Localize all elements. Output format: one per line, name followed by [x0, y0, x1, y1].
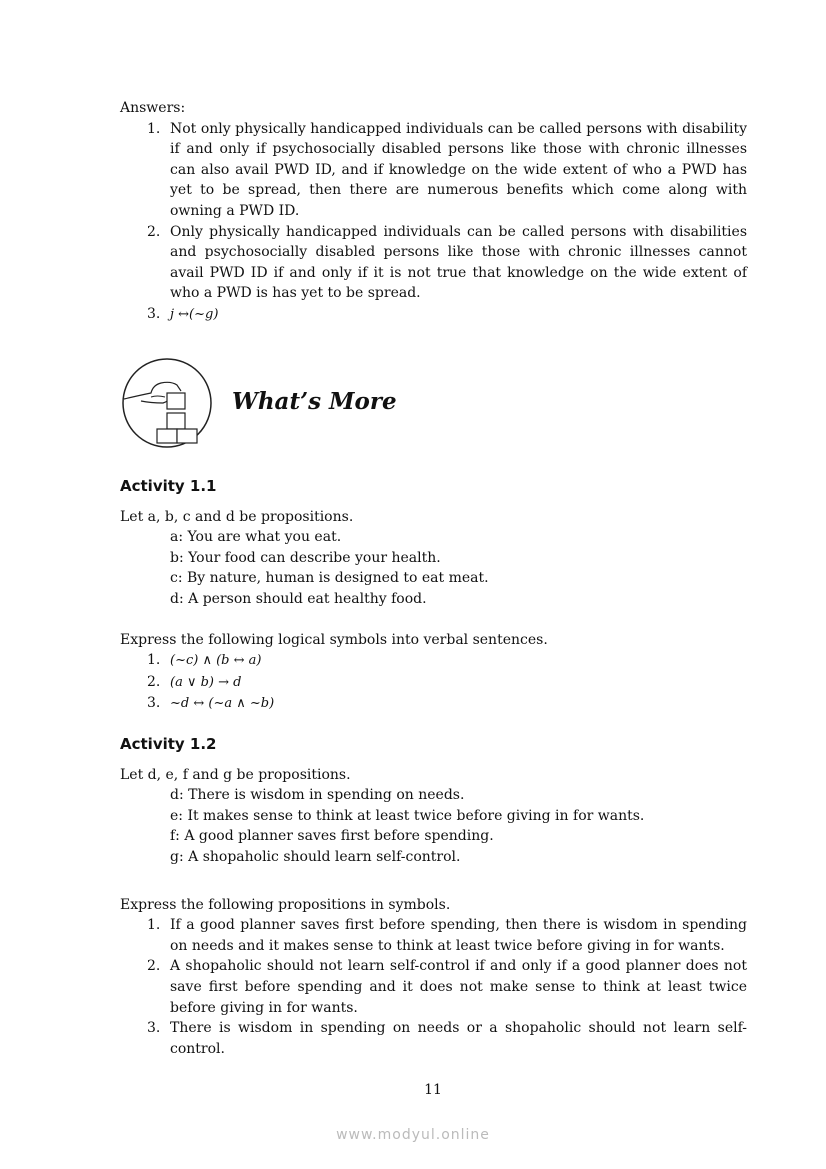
answers-heading: Answers:: [120, 100, 186, 116]
proposition: d: A person should eat healthy food.: [170, 590, 427, 607]
exercise-text: (a ∨ b) → d: [170, 674, 242, 690]
page-number: 11: [424, 1082, 442, 1098]
answer-text: j ↔(~g): [170, 306, 219, 322]
proposition: b: Your food can describe your health.: [170, 549, 441, 566]
proposition: c: By nature, human is designed to eat meat.: [170, 570, 489, 587]
watermark: www.modyul.online: [336, 1127, 490, 1143]
exercise-text: If a good planner saves first before spending, then there is wisdom in spending on needs and it makes sense to think at least twice before giving in for wants.: [170, 917, 747, 954]
exercise-item: 1. (~c) ∧ (b ↔ a): [147, 652, 262, 669]
answer-item: 3. j ↔(~g): [147, 305, 219, 322]
answer-text: Only physically handicapped individuals can be called persons with disabilities and psychosocially disabled persons like those with chronic illnesses cannot avail PWD ID if and only if it is not true that knowledge on the wide extent of who a PWD is has yet to be spread.: [170, 223, 747, 302]
proposition: d: There is wisdom in spending on needs.: [170, 787, 465, 804]
exercise-text: ~d ↔ (~a ∧ ~b): [170, 696, 275, 712]
activity-heading: Activity 1.2: [120, 735, 217, 753]
exercise-item: 1. If a good planner saves first before spending, then there is wisdom in spending on needs and it makes sense to think at least twice before giving in for wants.: [147, 917, 747, 954]
activity-instruction: Express the following propositions in symbols.: [120, 896, 451, 913]
answer-text: Not only physically handicapped individuals can be called persons with disability if and only if psychosocially disabled persons like those with chronic illnesses can also avail PWD ID, and if knowledge on the wide extent of who a PWD has yet to be spread, then there are numerous benefits which come along with owning a PWD ID.: [170, 120, 747, 219]
exercise-text: (~c) ∧ (b ↔ a): [170, 653, 262, 669]
exercise-item: 2. A shopaholic should not learn self-control if and only if a good planner does not save first before spending and it does not make sense to think at least twice before giving in for wants.: [147, 958, 747, 1016]
exercise-text: There is wisdom in spending on needs or a shopaholic should not learn self-control.: [170, 1020, 747, 1057]
hand-stacking-blocks-icon: [121, 357, 213, 449]
proposition: g: A shopaholic should learn self-control.: [170, 848, 461, 865]
proposition: f: A good planner saves first before spending.: [170, 828, 494, 845]
activity-1-2: [120, 734, 747, 1059]
activity-1-1: [120, 476, 747, 715]
exercise-text: A shopaholic should not learn self-control if and only if a good planner does not save first before spending and it does not make sense to think at least twice before giving in for wants.: [170, 958, 747, 1016]
answers-block: [120, 98, 747, 326]
activity-intro: Let a, b, c and d be propositions.: [120, 508, 354, 525]
activity-heading: Activity 1.1: [120, 477, 217, 495]
proposition: a: You are what you eat.: [170, 529, 342, 546]
section-title: What’s More: [232, 388, 397, 415]
activity-intro: Let d, e, f and g be propositions.: [120, 766, 351, 783]
proposition: e: It makes sense to think at least twice before giving in for wants.: [170, 807, 645, 824]
activity-instruction: Express the following logical symbols into verbal sentences.: [120, 631, 548, 648]
exercise-item: 3. ~d ↔ (~a ∧ ~b): [147, 695, 275, 712]
answer-item: 1. Not only physically handicapped individuals can be called persons with disability if and only if psychosocially disabled persons like those with chronic illnesses can also avail PWD ID, and if knowledge on the wide extent of who a PWD has yet to be spread, then there are numerous benefits which come along with owning a PWD ID.: [147, 120, 747, 219]
exercise-item: 3. There is wisdom in spending on needs or a shopaholic should not learn self-control.: [147, 1020, 747, 1057]
exercise-item: 2. (a ∨ b) → d: [147, 673, 242, 690]
answer-item: 2. Only physically handicapped individuals can be called persons with disabilities and psychosocially disabled persons like those with chronic illnesses cannot avail PWD ID if and only if it is not true that knowledge on the wide extent of who a PWD is has yet to be spread.: [147, 223, 747, 302]
